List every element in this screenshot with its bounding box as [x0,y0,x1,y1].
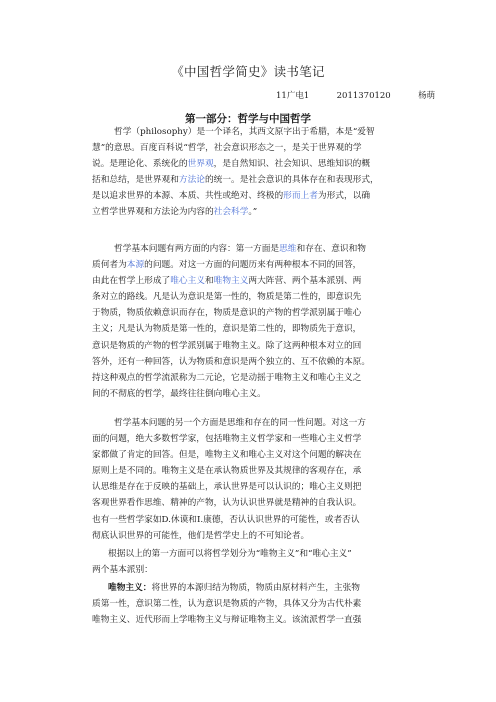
text-line [92,479,422,495]
text-line [92,495,422,511]
text-run: 唯物主义、近代形而上学唯物主义与辩证唯物主义。该流派哲学一直强 [92,615,362,626]
text-line [92,415,422,431]
hyperlink[interactable]: 思维 [279,244,297,254]
class-name: 11广电1 [276,91,310,101]
text-line [92,241,422,257]
text-run: 是以追求世界的本源、本质、共性或绝对、终极的 [92,191,284,202]
text-run: 彻底认识世界的可能性，他们是哲学史上的不可知论者。 [92,530,310,541]
text-line [92,528,422,544]
author-name: 杨萌 [418,91,436,101]
text-run: 持这种观点的哲学流派称为二元论，它是动摇于唯物主义和唯心主义之 [92,372,362,383]
text-line [92,370,422,386]
text-run: 主义；凡是认为物质是第一性的，意识是第二性的，即物质先于意识， [92,324,362,335]
text-line [92,124,422,140]
text-line [92,447,422,463]
text-run: 的统一。是社会意识的具体存在和表现形式， [204,175,379,186]
author-meta [276,89,435,101]
text-run: 哲学基本问题的另一个方面是思维和存在的同一性问题。对这一方 [114,418,366,428]
text-run: 间的不彻底的哲学，最终往往倒向唯心主义。 [92,388,266,399]
term-label: 唯物主义： [108,583,152,593]
text-run: 意识是物质的产物的哲学派别属于唯物主义。除了这两种根本对立的回 [92,340,362,351]
text-run: 哲学（philosophy）是一个译名，其西文原字出于希腊，本是“爱智 [114,127,375,137]
text-run: 原则上是不同的。唯物主义是在承认物质世界及其规律的客观存在，承 [92,466,362,477]
text-run: 的问题。对这一方面的问题历来有两种根本不同的回答， [144,260,362,271]
student-id: 2011370120 [336,91,391,101]
text-line [92,289,422,305]
text-run: 和存在、意识和物 [296,244,366,254]
text-run: 客观世界看作思维、精神的产物，认为认识世界就是精神的自我认识。 [92,498,362,509]
hyperlink[interactable]: 方法论 [178,175,205,186]
text-line [92,386,422,402]
hyperlink[interactable]: 唯心主义 [170,276,205,287]
text-run: 括和总结，是世界观和 [92,175,179,186]
text-run: ，是自然知识、社会知识、思维知识的概 [213,159,370,170]
hyperlink[interactable]: 社会科学 [213,207,249,218]
text-run: 质何者为 [92,260,127,271]
hyperlink[interactable]: 形而上者 [283,191,318,202]
text-run: 质第一性，意识第二性，认为意识是物质的产物，具体又分为古代朴素 [92,599,362,610]
text-run: 两个基本派别： [92,565,153,576]
text-run: 由此在哲学上形成了 [92,276,171,287]
text-line [92,273,422,289]
text-line [92,463,422,479]
text-run: 哲学基本问题有两方面的内容：第一方面是 [114,244,280,254]
text-run: 家都做了肯定的回答。但是，唯物主义和唯心主义对这个问题的解决在 [92,450,362,461]
text-line [92,596,422,612]
text-line [92,156,422,172]
paragraph-materialism [92,580,422,628]
text-line [92,546,422,562]
text-line [92,431,422,447]
text-line [92,354,422,370]
hyperlink[interactable]: 本源 [126,260,145,271]
text-run: 面的问题，绝大多数哲学家，包括唯物主义哲学家和一些唯心主义哲学 [92,434,362,445]
hyperlink[interactable]: 世界观 [187,159,214,170]
text-line [92,321,422,337]
text-run: 慧”的意思。百度百科说“哲学，社会意识形态之一，是关于世界观的学 [92,143,362,154]
text-line [92,580,422,596]
text-run: 和 [204,276,214,287]
text-line [92,172,422,188]
text-run: 立哲学世界观和方法论为内容的 [92,207,214,218]
text-run: 。” [248,207,258,218]
paragraph-philosophy-definition [92,124,422,221]
text-line [92,338,422,354]
text-run: 条对立的路线。凡是认为意识是第一性的，物质是第二性的，即意识先 [92,292,362,303]
paragraph-basic-question-one [92,241,422,402]
text-line [92,512,422,528]
text-line [92,305,422,321]
text-run: 答外，还有一种回答，认为物质和意识是两个独立的、互不依赖的本原。 [92,356,370,367]
text-run: 认思维是存在于反映的基础上，承认世界是可以认识的；唯心主义则把 [92,482,362,493]
text-run: 根据以上的第一方面可以将哲学划分为“唯物主义”和“唯心主义” [108,549,352,559]
text-run: 说。是理论化、系统化的 [92,159,188,170]
document-title: 《中国哲学简史》读书笔记 [171,64,325,79]
text-line [92,257,422,273]
paragraph-classification [92,546,422,578]
section-title: 第一部分：哲学与中国哲学 [185,113,311,125]
hyperlink[interactable]: 唯物主义 [213,276,249,287]
text-run: 也有一些哲学家如D.休谟和I.康德，否认认识世界的可能性，或者否认 [92,514,360,525]
text-line [92,204,422,220]
text-line [92,562,422,578]
text-line [92,188,422,204]
text-line [92,612,422,628]
text-run: 将世界的本源归结为物质，物质由原材料产生，主张物 [151,583,360,593]
paragraph-basic-question-two [92,415,422,544]
text-line [92,140,422,156]
text-run: 两大阵营、两个基本派别、两 [248,276,362,287]
text-run: 为形式，以确 [317,191,370,202]
text-run: 于物质，物质依赖意识而存在，物质是意识的产物的哲学派别属于唯心 [92,308,362,319]
